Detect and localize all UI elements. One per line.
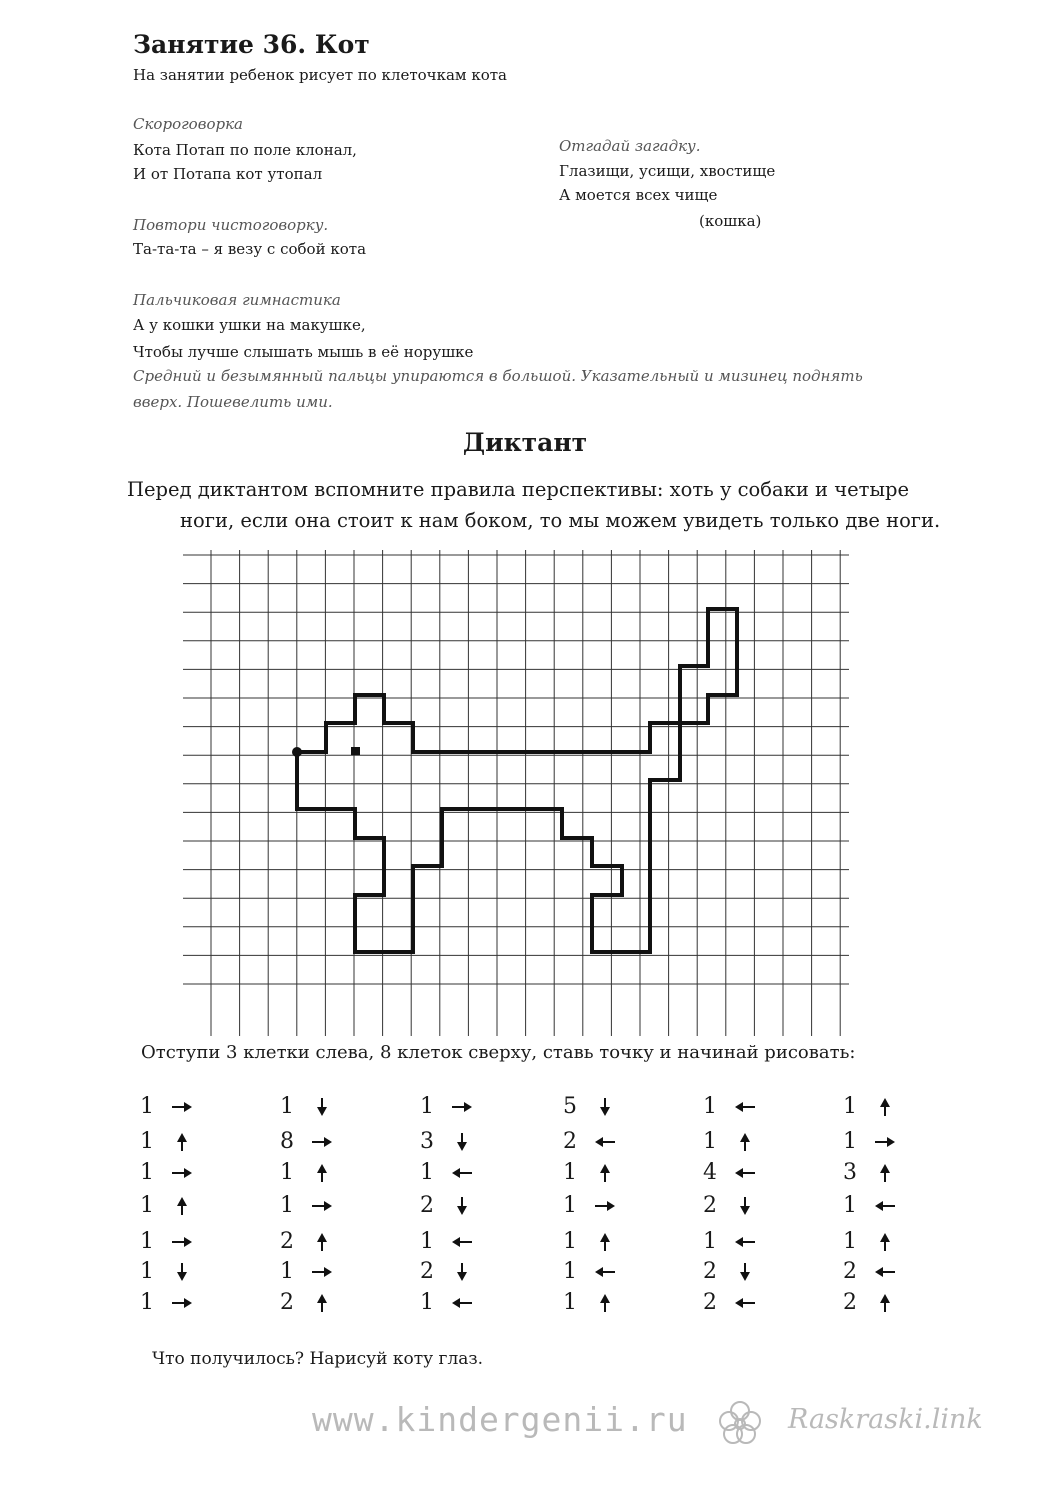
arrow-right-icon [310, 1263, 334, 1281]
pure-phrase-heading: Повтори чистоговорку. [133, 216, 329, 234]
finger-gymnastics-note-1: Средний и безымянный пальцы упираются в большой. Указательный и мизинец поднять [133, 367, 863, 385]
arrow-left-icon [873, 1197, 897, 1215]
dictation-step [703, 1129, 757, 1154]
dictation-step [420, 1129, 474, 1154]
arrow-up-icon [873, 1233, 897, 1251]
step-count: 1 [140, 1193, 154, 1218]
step-count: 1 [280, 1094, 294, 1119]
arrow-up-icon [170, 1197, 194, 1215]
arrow-left-icon [593, 1263, 617, 1281]
arrow-right-icon [593, 1197, 617, 1215]
arrow-right-icon [170, 1164, 194, 1182]
step-count: 2 [703, 1259, 717, 1284]
dictation-step [280, 1193, 334, 1218]
step-count: 1 [420, 1160, 434, 1185]
start-dot [292, 747, 302, 757]
tongue-twister-line-2: И от Потапа кот утопал [133, 165, 323, 183]
dictation-step [140, 1193, 194, 1218]
arrow-up-icon [593, 1164, 617, 1182]
step-count: 4 [703, 1160, 717, 1185]
dictation-step [280, 1094, 334, 1119]
step-count: 1 [563, 1193, 577, 1218]
dictation-step [420, 1094, 474, 1119]
arrow-up-icon [310, 1233, 334, 1251]
step-count: 1 [280, 1160, 294, 1185]
arrow-down-icon [733, 1197, 757, 1215]
arrow-up-icon [873, 1098, 897, 1116]
step-count: 1 [843, 1129, 857, 1154]
arrow-right-icon [310, 1197, 334, 1215]
step-count: 2 [420, 1193, 434, 1218]
dictation-step [563, 1259, 617, 1284]
finger-gymnastics-note-2: вверх. Пошевелить ими. [133, 393, 333, 411]
dictation-step [140, 1129, 194, 1154]
dictation-step [563, 1193, 617, 1218]
step-count: 1 [280, 1193, 294, 1218]
step-count: 2 [843, 1259, 857, 1284]
dictation-step [563, 1229, 617, 1254]
step-count: 1 [843, 1193, 857, 1218]
dictation-step [280, 1129, 334, 1154]
dictation-step [420, 1290, 474, 1315]
dictation-step [703, 1290, 757, 1315]
cat-outline [297, 609, 737, 952]
arrow-left-icon [733, 1233, 757, 1251]
arrow-up-icon [310, 1164, 334, 1182]
arrow-down-icon [310, 1098, 334, 1116]
tongue-twister-line-1: Кота Потап по поле клонал, [133, 141, 357, 159]
step-count: 1 [420, 1229, 434, 1254]
arrow-up-icon [170, 1133, 194, 1151]
arrow-right-icon [873, 1133, 897, 1151]
dictation-step [563, 1129, 617, 1154]
dictation-step [420, 1229, 474, 1254]
step-count: 1 [563, 1229, 577, 1254]
dictation-step [843, 1193, 897, 1218]
cat-eye [351, 747, 360, 755]
step-count: 1 [140, 1290, 154, 1315]
step-count: 1 [420, 1290, 434, 1315]
arrow-up-icon [873, 1164, 897, 1182]
arrow-down-icon [170, 1263, 194, 1281]
arrow-down-icon [450, 1197, 474, 1215]
step-count: 1 [280, 1259, 294, 1284]
dictation-step [140, 1290, 194, 1315]
step-count: 1 [843, 1229, 857, 1254]
step-count: 2 [280, 1229, 294, 1254]
riddle-heading: Отгадай загадку. [559, 137, 701, 155]
dictation-step [843, 1094, 897, 1119]
arrow-down-icon [593, 1098, 617, 1116]
dictation-step [280, 1290, 334, 1315]
arrow-right-icon [170, 1294, 194, 1312]
arrow-up-icon [733, 1133, 757, 1151]
step-count: 2 [563, 1129, 577, 1154]
dictation-intro-line-1: Перед диктантом вспомните правила перспективы: хоть у собаки и четыре [127, 478, 909, 501]
dictation-step [843, 1290, 897, 1315]
dictation-step [563, 1160, 617, 1185]
arrow-right-icon [450, 1098, 474, 1116]
watermark-site: www.kindergenii.ru [312, 1400, 688, 1439]
watermark-brand: Raskraski.link [788, 1404, 983, 1435]
arrow-up-icon [873, 1294, 897, 1312]
dictation-step [140, 1160, 194, 1185]
dictation-step [280, 1160, 334, 1185]
step-count: 5 [563, 1094, 577, 1119]
dictation-step [703, 1193, 757, 1218]
dictation-title: Диктант [462, 428, 588, 457]
arrow-right-icon [170, 1098, 194, 1116]
arrow-up-icon [310, 1294, 334, 1312]
step-count: 3 [843, 1160, 857, 1185]
step-count: 1 [703, 1094, 717, 1119]
riddle-line-2: А моется всех чище [559, 186, 718, 204]
arrow-right-icon [310, 1133, 334, 1151]
step-count: 1 [140, 1259, 154, 1284]
dictation-step [843, 1160, 897, 1185]
arrow-down-icon [450, 1133, 474, 1151]
dictation-step [563, 1290, 617, 1315]
arrow-right-icon [170, 1233, 194, 1251]
tongue-twister-heading: Скороговорка [133, 115, 243, 133]
arrow-left-icon [873, 1263, 897, 1281]
dictation-step [420, 1193, 474, 1218]
arrow-left-icon [450, 1164, 474, 1182]
step-count: 2 [703, 1193, 717, 1218]
arrow-down-icon [450, 1263, 474, 1281]
dictation-instruction: Отступи 3 клетки слева, 8 клеток сверху, ставь точку и начинай рисовать: [141, 1042, 856, 1063]
step-count: 2 [420, 1259, 434, 1284]
pure-phrase-line: Та-та-та – я везу с собой кота [133, 240, 367, 258]
dictation-step [843, 1129, 897, 1154]
dictation-step [563, 1094, 617, 1119]
dictation-step [420, 1259, 474, 1284]
dictation-step [703, 1160, 757, 1185]
arrow-left-icon [733, 1164, 757, 1182]
step-count: 1 [140, 1094, 154, 1119]
step-count: 2 [703, 1290, 717, 1315]
final-question: Что получилось? Нарисуй коту глаз. [152, 1349, 484, 1369]
dictation-step [140, 1229, 194, 1254]
step-count: 1 [843, 1094, 857, 1119]
arrow-left-icon [450, 1294, 474, 1312]
finger-gymnastics-line-2: Чтобы лучше слышать мышь в её норушке [133, 343, 474, 361]
riddle-answer: (кошка) [699, 212, 762, 230]
arrow-left-icon [733, 1294, 757, 1312]
dictation-step [140, 1259, 194, 1284]
step-count: 1 [563, 1290, 577, 1315]
lesson-title: Занятие 36. Кот [133, 30, 370, 59]
dictation-step [280, 1259, 334, 1284]
step-count: 2 [280, 1290, 294, 1315]
step-count: 1 [140, 1229, 154, 1254]
arrow-up-icon [593, 1233, 617, 1251]
dictation-step [280, 1229, 334, 1254]
arrow-left-icon [733, 1098, 757, 1116]
dictation-step [140, 1094, 194, 1119]
step-count: 1 [703, 1229, 717, 1254]
lesson-subtitle: На занятии ребенок рисует по клеточкам кота [133, 66, 507, 84]
step-count: 1 [563, 1259, 577, 1284]
dictation-step [703, 1259, 757, 1284]
step-count: 1 [140, 1160, 154, 1185]
step-count: 1 [140, 1129, 154, 1154]
arrow-left-icon [450, 1233, 474, 1251]
dictation-step [703, 1229, 757, 1254]
dictation-step [843, 1229, 897, 1254]
finger-gymnastics-heading: Пальчиковая гимнастика [133, 291, 341, 309]
step-count: 1 [563, 1160, 577, 1185]
arrow-up-icon [593, 1294, 617, 1312]
arrow-left-icon [593, 1133, 617, 1151]
step-count: 1 [703, 1129, 717, 1154]
dictation-step [703, 1094, 757, 1119]
step-count: 8 [280, 1129, 294, 1154]
step-count: 1 [420, 1094, 434, 1119]
step-count: 2 [843, 1290, 857, 1315]
dictation-intro-line-2: ноги, если она стоит к нам боком, то мы можем увидеть только две ноги. [180, 509, 941, 532]
riddle-line-1: Глазищи, усищи, хвостище [559, 162, 776, 180]
arrow-down-icon [733, 1263, 757, 1281]
finger-gymnastics-line-1: А у кошки ушки на макушке, [133, 316, 366, 334]
flower-logo-icon [716, 1399, 764, 1447]
dictation-step [420, 1160, 474, 1185]
step-count: 3 [420, 1129, 434, 1154]
dictation-step [843, 1259, 897, 1284]
